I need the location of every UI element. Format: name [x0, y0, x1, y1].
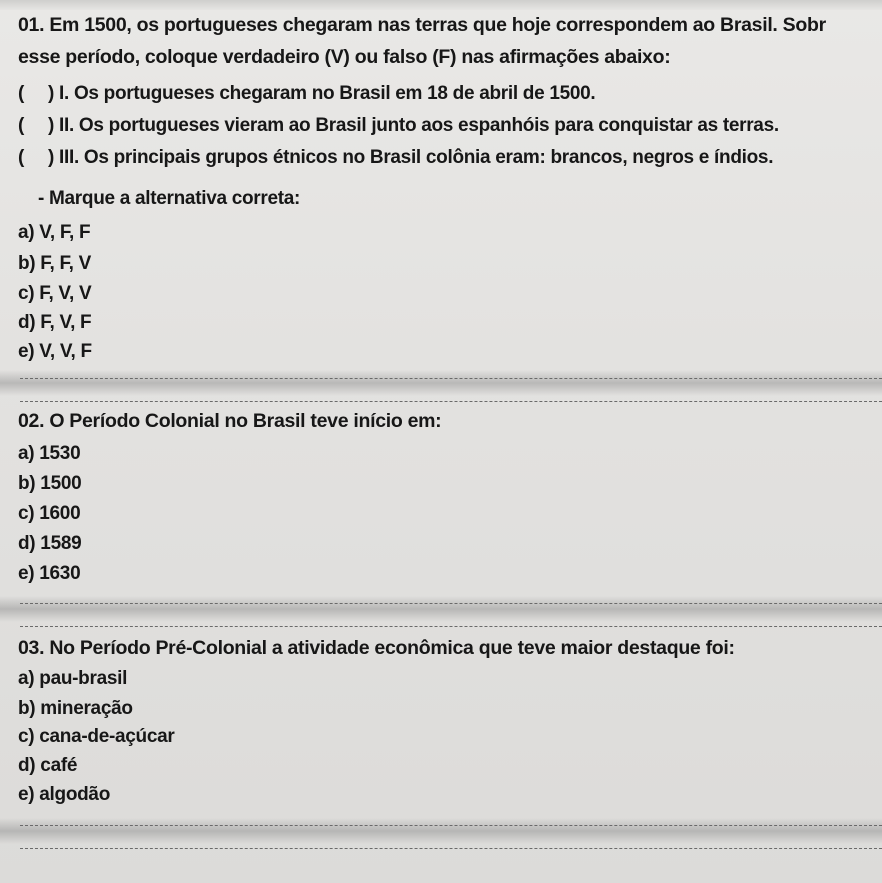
q2-option-a[interactable]: a) 1530	[18, 443, 81, 464]
q2-option-e[interactable]: e) 1630	[18, 563, 81, 584]
q1-stem-line-2: esse período, coloque verdadeiro (V) ou falso (F) nas afirmações abaixo:	[18, 46, 671, 68]
answer-blank[interactable]: (	[18, 83, 25, 104]
q1-option-d[interactable]: d) F, V, F	[18, 312, 92, 333]
divider	[20, 401, 882, 402]
divider	[20, 603, 882, 604]
q3-stem: 03. No Período Pré-Colonial a atividade econômica que teve maior destaque foi:	[18, 637, 735, 659]
fold-shadow	[0, 370, 882, 396]
q2-stem: 02. O Período Colonial no Brasil teve início em:	[18, 410, 442, 432]
q3-option-b[interactable]: b) mineração	[18, 698, 133, 719]
statement-text: ) III. Os principais grupos étnicos no Brasil colônia eram: brancos, negros e índios.	[48, 147, 774, 168]
fold-shadow	[0, 596, 882, 622]
q3-option-a[interactable]: a) pau-brasil	[18, 668, 128, 689]
q1-option-a[interactable]: a) V, F, F	[18, 222, 91, 243]
q2-option-b[interactable]: b) 1500	[18, 473, 82, 494]
top-edge	[0, 0, 882, 10]
divider	[20, 378, 882, 379]
divider	[20, 848, 882, 849]
divider	[20, 825, 882, 826]
q1-option-c[interactable]: c) F, V, V	[18, 283, 92, 304]
statement-text: ) II. Os portugueses vieram ao Brasil junto aos espanhóis para conquistar as terras.	[48, 115, 779, 136]
q1-option-b[interactable]: b) F, F, V	[18, 253, 92, 274]
q1-instruction: - Marque a alternativa correta:	[38, 188, 301, 209]
fold-shadow	[0, 818, 882, 844]
answer-blank[interactable]: (	[18, 147, 25, 168]
q2-option-d[interactable]: d) 1589	[18, 533, 82, 554]
q2-option-c[interactable]: c) 1600	[18, 503, 81, 524]
statement-text: ) I. Os portugueses chegaram no Brasil em 18 de abril de 1500.	[48, 83, 596, 104]
q3-option-e[interactable]: e) algodão	[18, 784, 111, 805]
q3-option-d[interactable]: d) café	[18, 755, 78, 776]
q1-statement-3	[18, 147, 773, 169]
divider	[20, 626, 882, 627]
answer-blank[interactable]: (	[18, 115, 25, 136]
q1-stem-line-1: 01. Em 1500, os portugueses chegaram nas terras que hoje correspondem ao Brasil. Sobr	[18, 14, 826, 36]
q1-statement-1	[18, 83, 595, 105]
q1-statement-2	[18, 115, 779, 137]
q3-option-c[interactable]: c) cana-de-açúcar	[18, 726, 175, 747]
q1-option-e[interactable]: e) V, V, F	[18, 341, 92, 362]
